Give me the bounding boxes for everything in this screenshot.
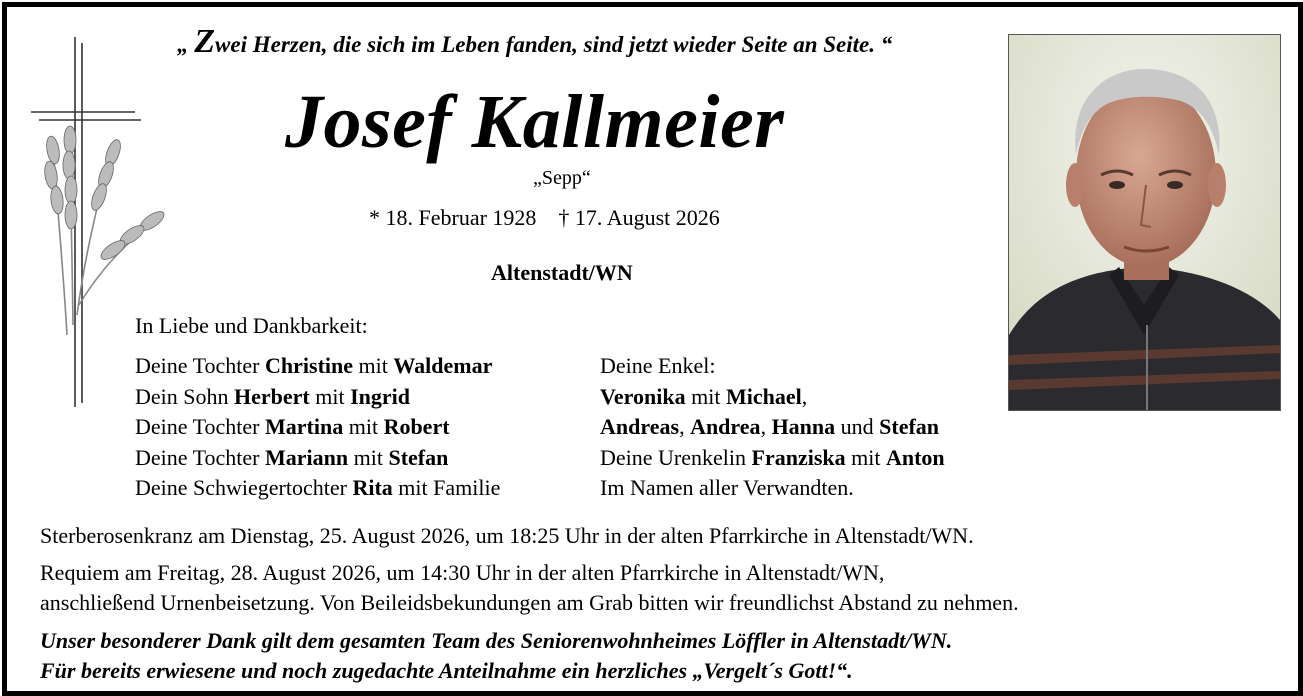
mourner-text: , <box>760 414 772 439</box>
mourner-text: mit <box>353 353 394 378</box>
mourner-line <box>600 443 945 474</box>
mourner-line <box>135 443 500 474</box>
mourner-line <box>600 473 945 504</box>
requiem-notice <box>40 558 1019 618</box>
mourner-text: und <box>835 414 880 439</box>
mourner-text: Dein Sohn <box>135 383 234 409</box>
mourner-text: Deine Urenkelin <box>600 444 752 470</box>
mourner-name: Michael <box>725 383 802 409</box>
mourner-name: Rita <box>352 475 393 500</box>
portrait-photo <box>1008 34 1281 411</box>
thanks-line-1: Unser besonderer Dank gilt dem gesamten Team des Seniorenwohnheimes Löffler in Altenstadt/WN. <box>40 628 953 653</box>
rosary-notice: Sterberosenkranz am Dienstag, 25. August 2026, um 18:25 Uhr in der alten Pfarrkirche in Altenstadt/WN. <box>40 523 974 548</box>
mourners-right-column <box>600 351 945 504</box>
mourner-text: mit <box>685 383 726 409</box>
mourner-name: Stefan <box>879 414 940 439</box>
nickname: „Sepp“ <box>533 167 591 189</box>
mourner-line <box>135 412 500 443</box>
mourner-name: Ingrid <box>350 383 410 409</box>
requiem-line-1: Requiem am Freitag, 28. August 2026, um 14:30 Uhr in der alten Pfarrkirche in Altenstadt/WN, <box>40 560 885 585</box>
mourner-name: Christine <box>265 353 354 378</box>
mourner-text: , <box>801 383 808 409</box>
mourner-name: Mariann <box>265 444 349 470</box>
birth-date: * 18. Februar 1928 <box>369 205 537 230</box>
mourner-name: Andreas <box>600 414 680 439</box>
thanks-notice <box>40 626 952 686</box>
quote <box>177 23 892 61</box>
mourner-name: Andrea <box>690 414 761 439</box>
mourner-text: Deine Tochter <box>135 353 266 378</box>
mourner-name: Stefan <box>388 444 449 470</box>
mourner-text: Im Namen aller Verwandten. <box>600 475 854 500</box>
mourner-name: Hanna <box>771 414 836 439</box>
mourner-name: Robert <box>383 414 450 439</box>
mourner-name: Veronika <box>600 383 686 409</box>
mourner-text: Deine Tochter <box>135 444 266 470</box>
mourner-name: Anton <box>885 444 945 470</box>
mourners-intro: In Liebe und Dankbarkeit: <box>135 313 368 338</box>
obituary-frame <box>2 2 1303 696</box>
thanks-line-2: Für bereits erwiesene und noch zugedachte Anteilnahme ein herzliches „Vergelt´s Gott!“. <box>40 658 853 683</box>
mourner-line <box>135 351 500 382</box>
quote-rest: wei Herzen, die sich im Leben fanden, sind jetzt wieder Seite an Seite. “ <box>215 32 893 57</box>
mourner-text: , <box>679 414 691 439</box>
mourner-line <box>135 382 500 413</box>
mourner-name: Herbert <box>234 383 310 409</box>
quote-first-letter: Z <box>194 23 216 60</box>
mourner-name: Franziska <box>751 444 846 470</box>
mourner-text: mit <box>845 444 886 470</box>
mourner-line <box>600 412 945 443</box>
mourner-line <box>135 473 500 504</box>
mourner-line <box>600 351 945 382</box>
mourner-text: mit <box>348 444 389 470</box>
mourner-text: Deine Schwiegertochter <box>135 475 353 500</box>
mourner-text: mit Familie <box>392 475 501 500</box>
mourner-text: mit <box>343 414 384 439</box>
mourner-text: Deine Enkel: <box>600 353 716 378</box>
place: Altenstadt/WN <box>491 260 633 285</box>
mourner-line <box>600 382 945 413</box>
mourner-text: Deine Tochter <box>135 414 266 439</box>
deceased-name: Josef Kallmeier <box>285 80 785 164</box>
mourner-text: mit <box>309 383 351 409</box>
quote-open: „ <box>177 32 195 57</box>
mourner-name: Martina <box>265 414 344 439</box>
mourner-name: Waldemar <box>393 353 493 378</box>
death-date: † 17. August 2026 <box>558 205 720 230</box>
requiem-line-2: anschließend Urnenbeisetzung. Von Beileidsbekundungen am Grab bitten wir freundlichst Abstand zu nehmen. <box>40 590 1019 615</box>
mourners-left-column <box>135 351 500 504</box>
life-dates <box>369 205 720 231</box>
